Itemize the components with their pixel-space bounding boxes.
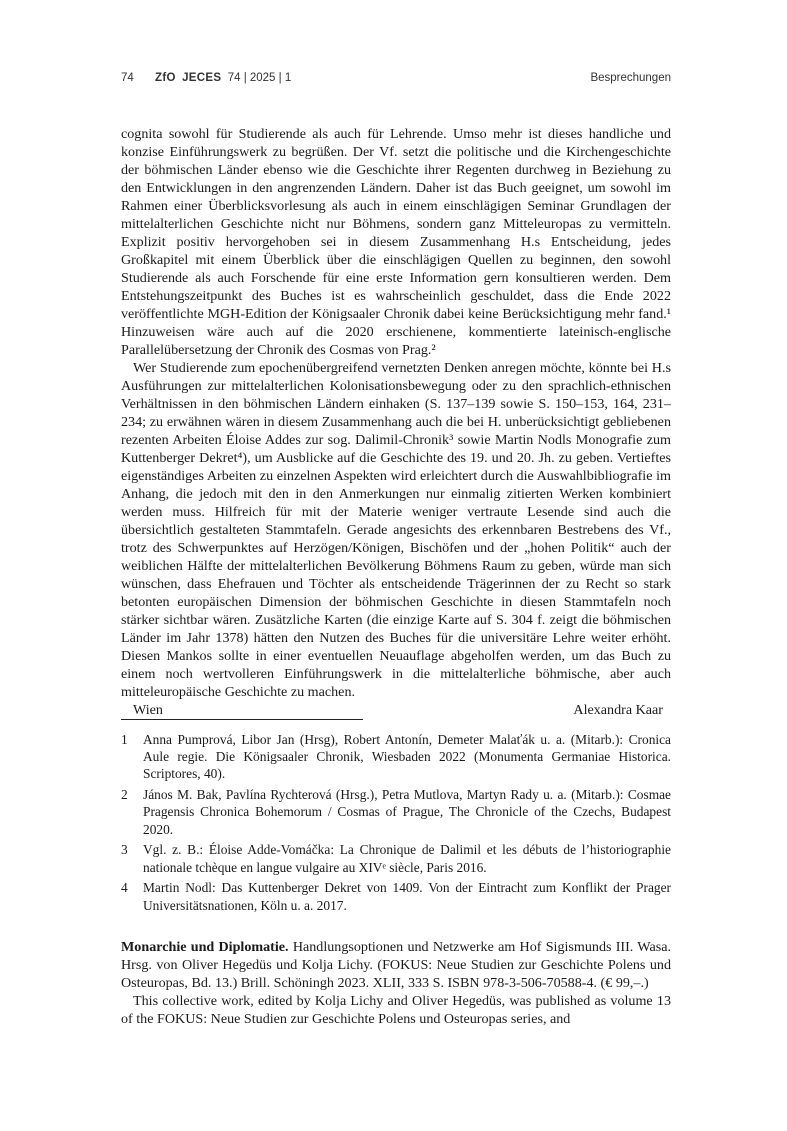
review-paragraph: This collective work, edited by Kolja Lichy and Oliver Hegedüs, was published as volume 13 of the FOKUS: Neue Studien zur Geschichte Polens und Osteuropas series, and [121, 993, 671, 1027]
footnote-number: 1 [121, 732, 128, 747]
reviewer-place: Wien [133, 702, 163, 718]
journal-volume: 74 | 2025 | 1 [227, 72, 292, 84]
footnote [121, 731, 671, 783]
reviewer-name: Alexandra Kaar [573, 702, 663, 718]
book-title: Monarchie und Diplomatie. [121, 939, 289, 955]
page-number: 74 [121, 72, 134, 84]
review-signature [121, 701, 671, 719]
footnote [121, 841, 671, 875]
footnote [121, 786, 671, 838]
journal-title [155, 72, 291, 84]
footnote-text: Anna Pumprová, Libor Jan (Hrsg), Robert Antonín, Demeter Malaťák u. a. (Mitarb.): Cronica Aule regie. Die Königsaaler Chronik, Wiesbaden 2022 (Monumenta Germaniae Historica. Scriptores, 40). [143, 732, 671, 782]
footnote-text: Martin Nodl: Das Kuttenberger Dekret von 1409. Von der Eintracht zum Konflikt der Prager Universitätsnationen, Köln u. a. 2017. [143, 880, 671, 913]
footnote-number: 4 [121, 880, 128, 896]
footnote-number: 2 [121, 787, 128, 803]
footnote-divider [121, 719, 363, 720]
section-title: Besprechungen [590, 72, 671, 84]
running-header [121, 72, 671, 92]
footnote [121, 879, 671, 913]
journal-name: JECES [182, 72, 222, 84]
book-citation: Handlungsoptionen und Netzwerke am Hof Sigismunds III. Wasa. Hrsg. von Oliver Hegedüs und Kolja Lichy. (FOKUS: Neue Studien zur Geschichte Polens und Osteuropas, Bd. 13.) Brill. Schöningh 2023. XLII, 333 S. ISBN 978-3-506-70588-4. (€ 99,–.) [121, 939, 671, 991]
next-review [121, 938, 671, 1028]
footnote-number: 3 [121, 842, 128, 858]
journal-abbr: ZfO [155, 72, 176, 84]
review-citation-block [121, 938, 671, 992]
footnote-text: János M. Bak, Pavlína Rychterová (Hrsg.), Petra Mutlova, Martyn Rady u. a. (Mitarb.): Cosmae Pragensis Chronica Bohemorum / Cosmas of Prague, The Chronicle of the Czechs, Budapest 2020. [143, 787, 671, 837]
footnotes [121, 731, 671, 917]
review-paragraph: Wer Studierende zum epochenübergreifend vernetzten Denken anregen möchte, könnte bei H.s Ausführungen zur mittelalterlichen Kolonisationsbewegung oder zu den sprachlich-ethnischen Verhältnissen in den böhmischen Ländern einhaken (S. 137–139 sowie S. 150–153, 164, 231–234; zu erwähnen wären in diesem Zusammenhang auch die bei H. unberücksichtigt gebliebenen rezenten Arbeiten Éloise Addes zur sog. Dalimil-Chronik³ sowie Martin Nodls Monografie zum Kuttenberger Dekret⁴), um Ausblicke auf die Geschichte des 19. und 20. Jh. zu geben. Vertieftes eigenständiges Arbeiten zu einzelnen Aspekten wird erleichtert durch die Auswahlbibliografie im Anhang, die jedoch mit den in den Anmerkungen nur einmalig zitierten Werken kombiniert werden muss. Hilfreich für mit der Materie weniger vertraute Lesende sind auch die übersichtlich gestalteten Stammtafeln. Gerade angesichts des erkennbaren Bestrebens des Vf., trotz des Schwerpunktes auf Herzögen/Königen, Bischöfen und der „hohen Politik“ auch der weiblichen Hälfte der mittelalterlichen Bevölkerung Böhmens Raum zu geben, würde man sich wünschen, dass Ehefrauen und Töchter als entscheidende Trägerinnen der zu Recht so stark betonten europäischen Dimension der böhmischen Geschichte in diesen Stammtafeln noch stärker sichtbar wären. Zusätzliche Karten (die einzige Karte auf S. 304 f. zeigt die böhmischen Länder im Jahr 1378) hätten den Nutzen des Buches für die universitäre Lehre weiter erhöht. Diesen Mankos sollte in einer eventuellen Neuauflage abgeholfen werden, um das Buch zu einem noch wertvolleren Einführungswerk in die mittelalterliche böhmische, aber auch mitteleuropäische Geschichte zu machen. [121, 360, 671, 700]
review-paragraph: cognita sowohl für Studierende als auch für Lehrende. Umso mehr ist dieses handliche und konzise Einführungswerk zu begrüßen. Der Vf. setzt die politische und die Kirchengeschichte der böhmischen Länder ebenso wie die Geschichte ihrer Regenten durchweg in Beziehung zu den Entwicklungen in den angrenzenden Ländern. Daher ist das Buch geeignet, um sowohl im Rahmen einer Überblicksvorlesung als auch in einem einschlägigen Seminar Grundlagen der mittelalterlichen Geschichte nicht nur Böhmens, sondern ganz Mitteleuropas zu vermitteln. Explizit positiv hervorgehoben sei in diesem Zusammenhang H.s Entscheidung, jedes Großkapitel mit einem Überblick über die einschlägigen Quellen zu beginnen, den sowohl Studierende als auch Forschende für eine erste Information gern konsultieren werden. Dem Entstehungszeitpunkt des Buches ist es wahrscheinlich geschuldet, dass die Ende 2022 veröffentlichte MGH-Edition der Königsaaler Chronik dabei keine Berücksichtigung mehr fand.¹ Hinzuweisen wäre auch auf die 2020 erschienene, kommentierte lateinisch-englische Parallelübersetzung der Chronik des Cosmas von Prag.² [121, 126, 671, 358]
review-body [121, 125, 671, 719]
footnote-text: Vgl. z. B.: Éloise Adde-Vomáčka: La Chronique de Dalimil et les débuts de l’historiographie nationale tchèque en langue vulgaire au XIVᵉ siècle, Paris 2016. [143, 842, 671, 875]
